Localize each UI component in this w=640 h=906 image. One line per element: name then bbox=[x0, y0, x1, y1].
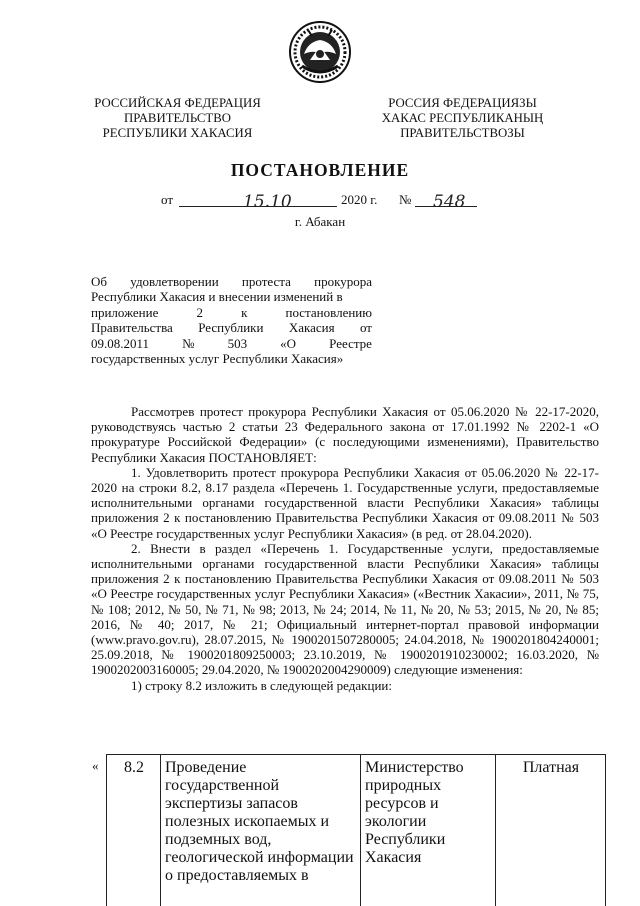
date-line bbox=[161, 192, 481, 210]
paragraph-item-2: 2. Внести в раздел «Перечень 1. Государственные услуги, предоставляемые исполнительными органами государственной власти Республики Хакасия» таблицы приложения 2 к постановлению Правительства Республики Хакасия от 09.08.2011 № 503 «О Реестре государственных услуг Республики Хакасия» («Вестник Хакасии», 2011, № 75, № 108; 2012, № 50, № 71, № 98; 2013, № 24; 2014, № 11, № 20, № 53; 2015, № 20, № 85; 2016, № 40; 2017, № 21; Официальный интернет-портал правовой информации (www.pravo.gov.ru), 28.07.2015, № 1900201507280005; 24.04.2018, № 1900201804240001; 25.09.2018, № 1900201809250003; 23.10.2019, № 1900201910230002; 16.03.2020, № 1900202003160005; 29.04.2020, № 1900202004290009) следующие изменения: bbox=[91, 540, 599, 678]
subject-word: протеста bbox=[241, 274, 291, 289]
header-left-line2: ПРАВИТЕЛЬСТВО bbox=[123, 111, 232, 125]
header-left-line3: РЕСПУБЛИКИ ХАКАСИЯ bbox=[102, 126, 253, 140]
header-left-line1: РОССИЙСКАЯ ФЕДЕРАЦИЯ bbox=[94, 96, 261, 110]
cell-fee: Платная bbox=[495, 755, 606, 906]
subject-word: к bbox=[241, 304, 248, 320]
subject-line bbox=[91, 336, 372, 351]
services-table-row bbox=[106, 754, 606, 906]
cell-authority: Министерство природных ресурсов и экологии Республики Хакасия bbox=[360, 755, 495, 906]
document-title: ПОСТАНОВЛЕНИЕ bbox=[230, 160, 410, 180]
subject-word: Хакасия bbox=[288, 320, 335, 336]
subject-line bbox=[91, 351, 372, 366]
subject-word: «О bbox=[280, 335, 297, 351]
subject-word: Республики Хакасия и внесении изменений в bbox=[91, 289, 343, 305]
header-right-line2: ХАКАС РЕСПУБЛИКАНЫҢ bbox=[381, 111, 544, 125]
city: г. Абакан bbox=[294, 214, 346, 229]
subject-word: удовлетворении bbox=[130, 274, 219, 289]
subject-word: 09.08.2011 bbox=[91, 335, 150, 351]
header-right-line3: ПРАВИТЕЛЬСТВОЗЫ bbox=[400, 126, 525, 140]
paragraph-item-2-1: 1) строку 8.2 изложить в следующей редакции: bbox=[131, 677, 392, 693]
subject-word: № bbox=[182, 335, 195, 351]
document-subject bbox=[91, 274, 372, 366]
header-left bbox=[90, 96, 265, 141]
open-quote: « bbox=[92, 758, 99, 773]
cell-service: Проведение государственной экспертизы запасов полезных ископаемых и подземных вод, геологической информации о предоставляемых в bbox=[160, 755, 360, 906]
subject-word: Республики bbox=[198, 320, 264, 336]
paragraph-preamble: Рассмотрев протест прокурора Республики Хакасия от 05.06.2020 № 22-17-2020, руководствуясь частью 2 статьи 23 Федерального закона от 17.01.1992 № 2202-1 «О прокуратуре Российской Федерации» (с последующими изменениями), Правительство Республики Хакасия ПОСТАНОВЛЯЕТ: bbox=[91, 404, 599, 465]
cell-number: 8.2 bbox=[106, 755, 160, 906]
subject-word: 2 bbox=[196, 304, 203, 320]
subject-word: Правительства bbox=[91, 320, 173, 336]
subject-word: прокурора bbox=[314, 274, 372, 289]
subject-word: постановлению bbox=[285, 304, 372, 320]
subject-word: Об bbox=[91, 274, 108, 289]
subject-word: государственных услуг Республики Хакасия» bbox=[91, 351, 344, 367]
subject-word: приложение bbox=[91, 304, 159, 320]
subject-line bbox=[91, 274, 372, 289]
subject-word: 503 bbox=[227, 335, 248, 351]
coat-of-arms-icon bbox=[288, 20, 352, 84]
header-right-line1: РОССИЯ ФЕДЕРАЦИЯЗЫ bbox=[388, 96, 537, 110]
handwritten-date: 15.10 bbox=[243, 192, 292, 212]
document-body bbox=[91, 404, 599, 693]
subject-word: от bbox=[359, 320, 372, 336]
subject-line bbox=[91, 289, 372, 304]
paragraph-item-1: 1. Удовлетворить протест прокурора Республики Хакасия от 05.06.2020 № 22-17-2020 на строки 8.2, 8.17 раздела «Перечень 1. Государственные услуги, предоставляемые исполнительными органами государственной власти Республики Хакасия» таблицы приложения 2 к постановлению Правительства Республики Хакасия от 09.08.2011 № 503 «О Реестре государственных услуг Республики Хакасия» (в ред. от 28.04.2020). bbox=[91, 464, 599, 541]
subject-word: Реестре bbox=[329, 335, 372, 351]
handwritten-number: 548 bbox=[433, 192, 466, 212]
number-sign: № bbox=[399, 192, 412, 207]
year-label: 2020 г. bbox=[341, 192, 378, 207]
from-label: от bbox=[161, 192, 174, 207]
header-right bbox=[375, 96, 550, 141]
subject-line bbox=[91, 320, 372, 335]
subject-line bbox=[91, 305, 372, 320]
